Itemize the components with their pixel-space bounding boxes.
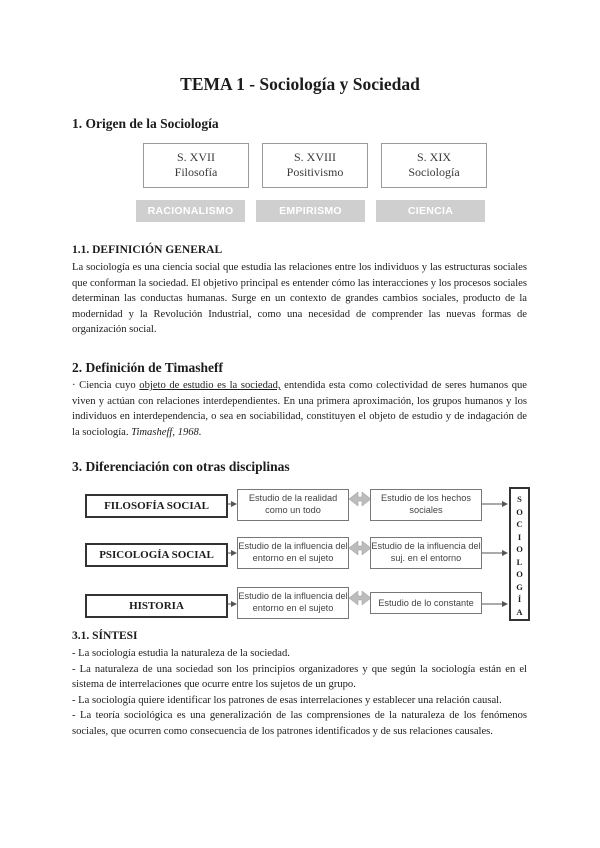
era-band-racionalismo: RACIONALISMO xyxy=(136,200,245,222)
section-2-heading: 2. Definición de Timasheff xyxy=(72,360,224,375)
section-3-1-heading: 3.1. SÍNTESI xyxy=(72,630,138,642)
era-name: Filosofía xyxy=(174,165,218,179)
era-name: Positivismo xyxy=(286,165,344,179)
vertical-letter: O xyxy=(516,569,523,579)
timasheff-text-post: entendida esta como colectividad de seres humanos que viven y actúan con relaciones interdependientes. En una primera aproximación, los grupos humanos y los individuos en interdependencia, o sea en sociabilidad, constituyen el objeto de estudio y de indagación de la sociología. xyxy=(72,380,527,438)
era-band-ciencia: CIENCIA xyxy=(376,200,485,222)
definition-paragraph: La sociología es una ciencia social que estudia las relaciones entre los individuos y las estructuras sociales que conforman la sociedad. El objetivo principal es entender cómo las interacciones y los procesos sociales determinan las conductas humanas. Surge en un contexto de grandes cambios sociales, producto de la modernidad y la Revolución Industrial, como una necesidad de comprender las nuevas formas de organización social. xyxy=(72,262,527,336)
studies-box-historia: Estudio de la influencia del entorno en el sujeto xyxy=(237,587,349,619)
section-3-heading: 3. Diferenciación con otras disciplinas xyxy=(72,459,290,474)
studies-box-filosofia: Estudio de la realidad como un todo xyxy=(237,489,349,521)
double-arrow xyxy=(349,591,371,605)
era-century: S. XVII xyxy=(177,150,215,164)
discipline-historia: HISTORIA xyxy=(85,594,228,618)
synthesis-list xyxy=(72,646,527,740)
sociology-box-influencia: Estudio de la influencia del suj. en el entorno xyxy=(370,537,482,569)
synthesis-item: - La sociología estudia la naturaleza de la sociedad. xyxy=(72,648,290,659)
timasheff-underlined: objeto de estudio es la sociedad, xyxy=(139,380,281,391)
era-century: S. XVIII xyxy=(294,150,336,164)
section-1-heading: 1. Origen de la Sociología xyxy=(72,116,219,131)
discipline-filosofia-social: FILOSOFÍA SOCIAL xyxy=(85,494,228,518)
vertical-letter: L xyxy=(516,556,523,567)
synthesis-item: - La sociología quiere identificar los patrones de esas interrelaciones y establecer una relación causal. xyxy=(72,694,502,706)
timasheff-text-pre: · Ciencia cuyo xyxy=(72,380,140,391)
synthesis-item: - La teoría sociológica es una generalización de las comprensiones de la naturaleza de los fenómenos sociales, que ocurren como consecuencia de los patrones identificados y de sus relaciones causales. xyxy=(72,710,527,737)
vertical-letter: I xyxy=(517,531,522,542)
vertical-letter: G xyxy=(516,581,523,592)
vertical-letter: C xyxy=(516,519,523,529)
vertical-letter: Í xyxy=(517,594,522,604)
sociologia-vertical-box xyxy=(509,487,530,621)
vertical-letter: A xyxy=(516,606,523,617)
timasheff-citation: Timasheff, 1968. xyxy=(131,426,202,438)
sociology-box-hechos: Estudio de los hechos sociales xyxy=(370,489,482,521)
vertical-letter: O xyxy=(516,544,523,554)
synthesis-item: - La naturaleza de una sociedad son los principios organizadores y que según la sociología están en el sistema de interrelaciones que ocurre entre los sujetos de un grupo. xyxy=(72,663,527,691)
studies-box-psicologia: Estudio de la influencia del entorno en el sujeto xyxy=(237,537,349,569)
double-arrow xyxy=(349,492,371,506)
sociology-box-constante: Estudio de lo constante xyxy=(370,592,482,614)
era-century: S. XIX xyxy=(416,150,451,164)
era-band-empirismo: EMPIRISMO xyxy=(256,200,365,222)
section-1-1-heading: 1.1. DEFINICIÓN GENERAL xyxy=(72,244,223,256)
discipline-psicologia-social: PSICOLOGÍA SOCIAL xyxy=(85,543,228,567)
double-arrow xyxy=(349,541,371,555)
page-title: TEMA 1 - Sociología y Sociedad xyxy=(180,74,420,94)
vertical-letter: O xyxy=(516,506,523,517)
vertical-letter: S xyxy=(517,494,522,504)
era-name: Sociología xyxy=(408,165,460,179)
